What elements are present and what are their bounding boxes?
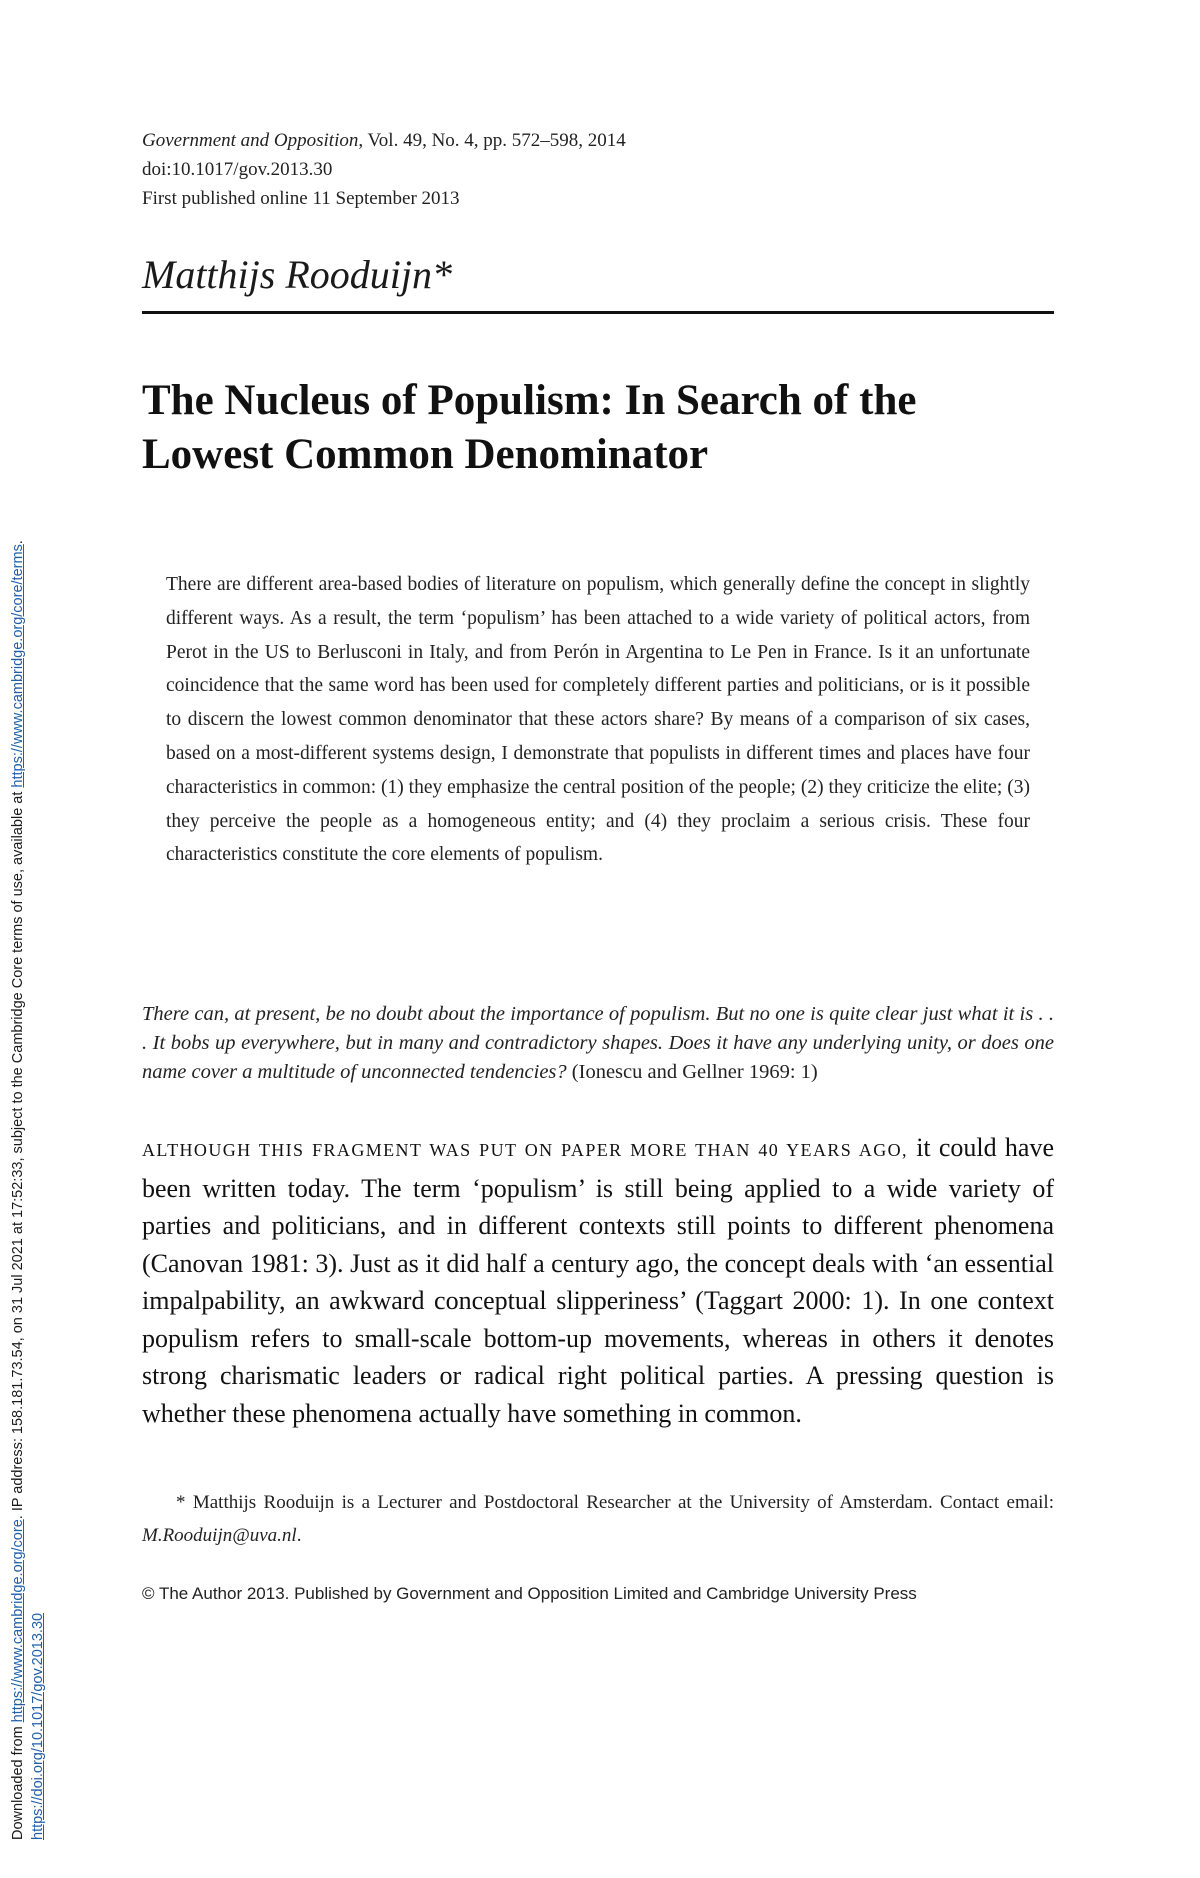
doi-line (28, 60, 48, 1840)
body-lead-in: ALTHOUGH THIS FRAGMENT WAS PUT ON PAPER MORE THAN 40 YEARS AGO, (142, 1140, 908, 1161)
abstract: There are different area-based bodies of literature on populism, which generally define the concept in slightly different ways. As a result, the term ‘populism’ has been attached to a wide variety of political actors, from Perot in the US to Berlusconi in Italy, and from Perón in Argentina to Le Pen in France. Is it an unfortunate coincidence that the same word has been used for completely different parties and politicians, or is it possible to discern the lowest common denominator that these actors share? By means of a comparison of six cases, based on a most-different systems design, I demonstrate that populists in different times and places have four characteristics in common: (1) they emphasize the central position of the people; (2) they criticize the elite; (3) they perceive the people as a homogeneous entity; and (4) they proclaim a serious crisis. These four characteristics constitute the core elements of populism. (166, 574, 1030, 866)
citation-line (142, 126, 1054, 155)
epigraph-citation: (Ionescu and Gellner 1969: 1) (566, 1061, 818, 1084)
volume-info: , Vol. 49, No. 4, pp. 572–598, 2014 (358, 130, 626, 151)
author-footnote (142, 1486, 1054, 1552)
journal-name: Government and Opposition (142, 130, 359, 151)
article-title: The Nucleus of Populism: In Search of the Lowest Common Denominator (142, 377, 917, 478)
download-info-line (8, 60, 28, 1840)
publication-date: First published online 11 September 2013 (142, 188, 460, 209)
footnote-text: * Matthijs Rooduijn is a Lecturer and Postdoctoral Researcher at the University of Amsterdam. Contact email: (176, 1492, 1054, 1514)
copyright-line: © The Author 2013. Published by Government and Opposition Limited and Cambridge University Press (142, 1584, 917, 1604)
article-page (142, 126, 1054, 1606)
epigraph (142, 1000, 1054, 1087)
contact-email[interactable]: M.Rooduijn@uva.nl (142, 1525, 297, 1547)
footnote-suffix: . (296, 1525, 302, 1547)
article-meta (142, 126, 1054, 213)
download-info-sidebar (8, 60, 52, 1840)
download-details: . IP address: 158.181.73.54, on 31 Jul 2021 at 17:52:33, subject to the Cambridge Core terms of use, available at (10, 787, 26, 1520)
download-prefix: Downloaded from (10, 1722, 26, 1840)
doi-link[interactable]: https://doi.org/10.1017/gov.2013.30 (30, 1612, 46, 1840)
doi-text: doi:10.1017/gov.2013.30 (142, 159, 333, 180)
body-text: it could have been written today. The term ‘populism’ is still being applied to a wide variety of parties and politicians, and in different contexts still points to different phenomena (Canovan 1981: 3). Just as it did half a century ago, the concept deals with ‘an essential impalpability, an awkward conceptual slipperiness’ (Taggart 2000: 1). In one context populism refers to small-scale bottom-up movements, whereas in others it denotes strong charismatic leaders or radical right political parties. A pressing question is whether these phenomena actually have something in common. (142, 1133, 1054, 1428)
cambridge-core-link[interactable]: https://www.cambridge.org/core (10, 1519, 26, 1723)
download-info-text (8, 60, 52, 1840)
body-paragraph (142, 1129, 1054, 1432)
download-suffix: . (10, 540, 26, 545)
author-name: Matthijs Rooduijn* (142, 249, 1054, 314)
epigraph-quote: There can, at present, be no doubt about the importance of populism. But no one is quite clear just what it is . . . It bobs up everywhere, but in many and contradictory shapes. Does it have any underlying unity, or does one name cover a multitude of unconnected tendencies? (142, 1003, 1054, 1084)
terms-link[interactable]: https://www.cambridge.org/core/terms (10, 544, 26, 788)
